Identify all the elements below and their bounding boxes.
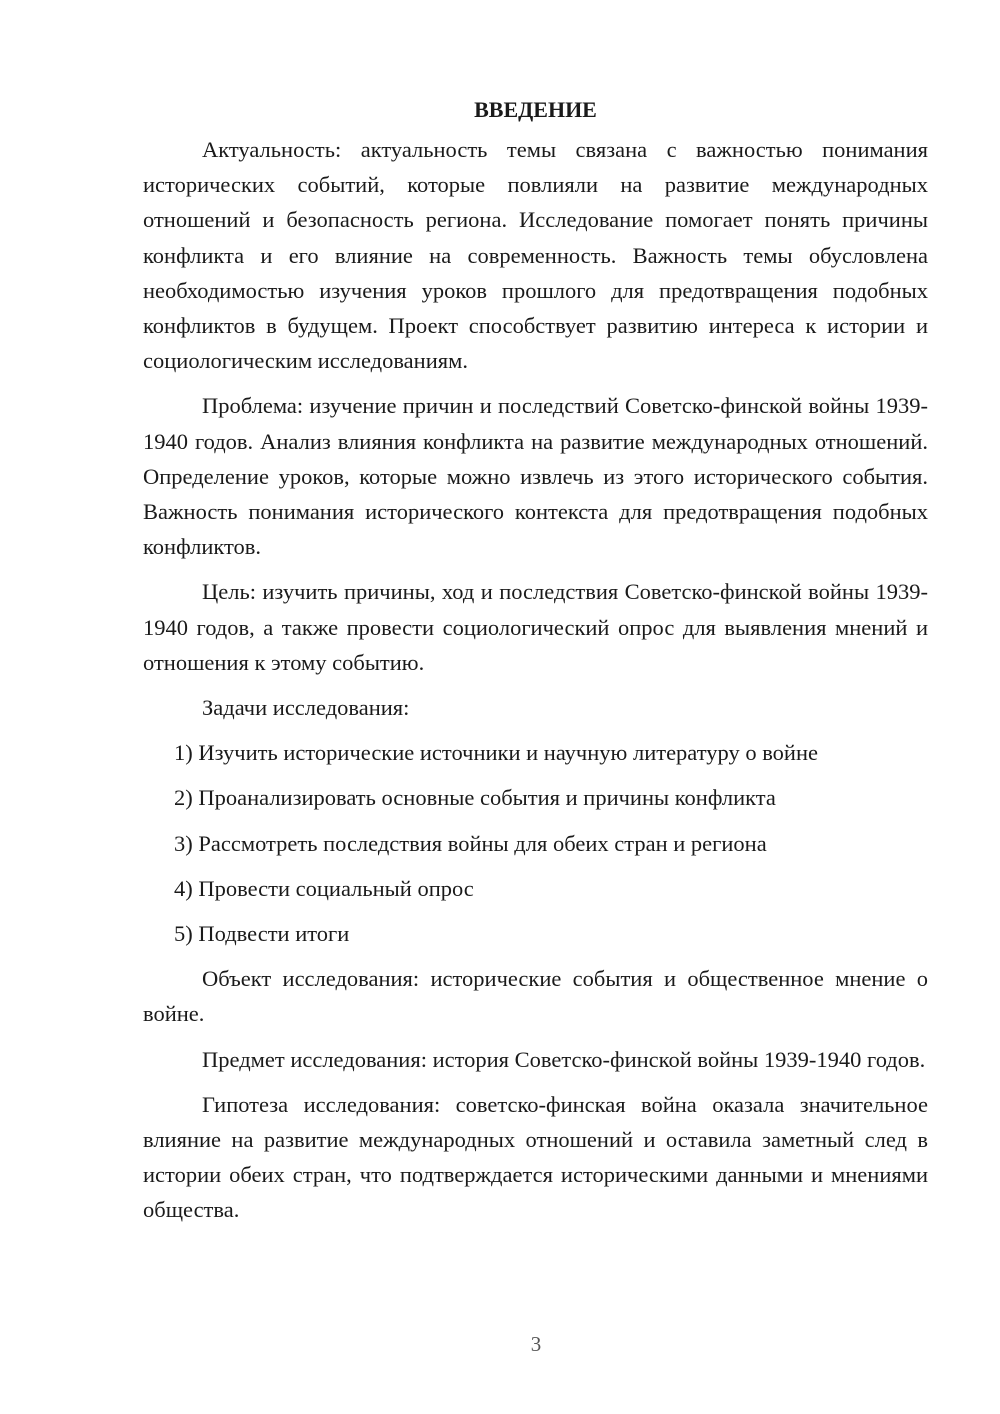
task-item: 3) Рассмотреть последствия войны для обеих стран и региона bbox=[174, 830, 767, 856]
tasks-title: Задачи исследования: bbox=[202, 695, 410, 721]
paragraph-hypothesis: Гипотеза исследования: советско-финская война оказала значительное влияние на развитие международных отношений и оставила заметный след в истории обеих стран, что подтверждается историческими данными и мнениями общества. bbox=[143, 1091, 928, 1223]
paragraph-goal: Цель: изучить причины, ход и последствия Советско-финской войны 1939-1940 годов, а также провести социологический опрос для выявления мнений и отношения к этому событию. bbox=[143, 579, 928, 675]
task-list bbox=[143, 735, 928, 951]
page-number: 3 bbox=[530, 1332, 542, 1356]
task-item: 4) Провести социальный опрос bbox=[174, 875, 474, 901]
paragraph-object: Объект исследования: исторические события и общественное мнение о войне. bbox=[143, 966, 928, 1027]
paragraph-relevance: Актуальность: актуальность темы связана с важностью понимания исторических событий, которые повлияли на развитие международных отношений и безопасность региона. Исследование помогает понять причины конфликта и его влияние на современность. Важность темы обусловлена необходимостью изучения уроков прошлого для предотвращения подобных конфликтов в будущем. Проект способствует развитию интереса к истории и социологическим исследованиям. bbox=[143, 137, 928, 374]
task-item: 1) Изучить исторические источники и научную литературу о войне bbox=[174, 740, 818, 766]
paragraph-problem: Проблема: изучение причин и последствий Советско-финской войны 1939-1940 годов. Анализ влияния конфликта на развитие международных отношений. Определение уроков, которые можно извлечь из этого исторического события. Важность понимания исторического контекста для предотвращения подобных конфликтов. bbox=[143, 393, 928, 560]
section-heading: ВВЕДЕНИЕ bbox=[474, 97, 597, 122]
document-page bbox=[143, 92, 928, 1238]
task-item: 2) Проанализировать основные события и причины конфликта bbox=[174, 785, 776, 811]
task-item: 5) Подвести итоги bbox=[174, 921, 350, 947]
paragraph-subject: Предмет исследования: история Советско-финской войны 1939-1940 годов. bbox=[202, 1046, 926, 1072]
